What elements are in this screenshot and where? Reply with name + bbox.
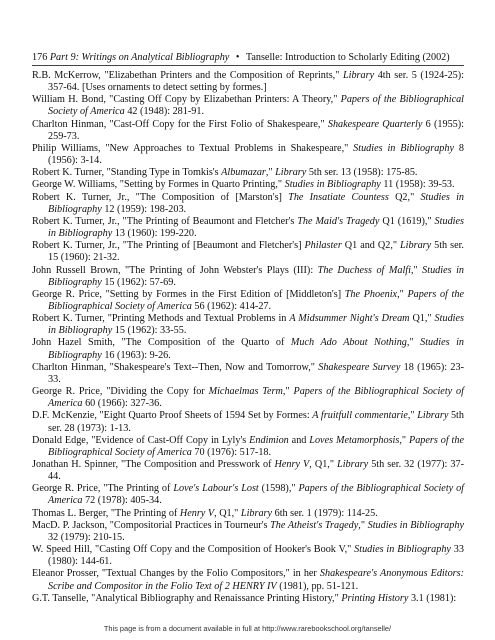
reference-text: 13 (1960): 199-220.: [112, 228, 197, 240]
reference-entry: [32, 167, 464, 179]
reference-title-italic: Philaster: [304, 240, 342, 252]
reference-text: 5th ser. 28 (1973): 1-13.: [48, 410, 464, 434]
reference-entry: [32, 459, 464, 483]
reference-title-italic: Papers of the Bibliographical Society of America: [48, 288, 464, 312]
reference-title-italic: Studies in Bibliography: [48, 191, 464, 215]
reference-title-italic: A fruitfull commentarie: [312, 410, 408, 422]
reference-text: ,": [358, 519, 368, 531]
reference-text: John Russell Brown, "The Printing of John Webster's Plays (III):: [32, 264, 318, 276]
reference-entry: [32, 265, 464, 289]
reference-title-italic: Studies in Bibliography: [367, 519, 464, 531]
reference-title-italic: Library: [240, 507, 273, 519]
reference-entry: [32, 94, 464, 118]
reference-title-italic: Papers of the Bibliographical Society of America: [48, 483, 465, 507]
reference-text: Robert K. Turner, "Standing Type in Tomkis's: [32, 167, 222, 179]
reference-entry: [32, 386, 464, 410]
reference-title-italic: Henry V: [274, 459, 310, 470]
reference-text: 70 (1976): 517-18.: [191, 446, 272, 458]
reference-text: 32 (1979): 210-15.: [48, 531, 125, 543]
reference-entry: [32, 216, 464, 240]
reference-title-italic: Library: [417, 410, 449, 422]
reference-entry: [32, 593, 464, 605]
reference-text: Q2,": [388, 191, 421, 203]
bullet-separator: •: [235, 52, 240, 63]
reference-title-italic: Studies in Bibliography: [354, 544, 451, 556]
reference-text: 5th ser. 32 (1977): 37-44.: [48, 459, 464, 483]
reference-title-italic: Much Ado About Nothing: [290, 337, 407, 349]
reference-title-italic: Studies in Bibliography: [48, 337, 464, 361]
reference-text: George R. Price, "Setting by Formes in the First Edition of [Middleton's]: [32, 288, 345, 300]
reference-entry: [32, 520, 464, 544]
reference-text: ,": [282, 386, 294, 398]
reference-text: Eleanor Prosser, "Textual Changes by the Folio Compositors," in her: [32, 568, 320, 580]
reference-text: , Q1,": [214, 507, 241, 519]
reference-text: 42 (1948): 281-91.: [124, 106, 204, 118]
reference-entry: [32, 568, 464, 592]
reference-text: John Hazel Smith, "The Composition of the Quarto of: [32, 337, 291, 349]
reference-text: 15 (1962): 33-55.: [112, 325, 187, 337]
reference-text: Robert K. Turner, Jr., "The Printing of Beaumont and Fletcher's: [32, 215, 298, 227]
reference-entry: [32, 544, 464, 568]
reference-title-italic: A Midsummer Night's Dream: [289, 313, 410, 325]
reference-text: 18 (1965): 23-33.: [48, 361, 464, 385]
reference-entry: [32, 410, 464, 434]
reference-text: 6 (1955): 259-73.: [48, 118, 464, 142]
reference-title-italic: Papers of the Bibliographical Society of America: [48, 434, 464, 458]
reference-list: [32, 70, 464, 605]
reference-title-italic: Library: [337, 459, 369, 470]
reference-title-italic: The Atheist's Tragedy: [270, 519, 359, 531]
reference-text: R.B. McKerrow, "Elizabethan Printers and the Composition of Reprints,": [32, 70, 343, 81]
running-head: [32, 51, 464, 66]
reference-text: Robert K. Turner, Jr., "The Composition of [Marston's]: [32, 191, 289, 203]
book-title: Tanselle: Introduction to Scholarly Editing (2002): [245, 52, 450, 63]
reference-text: Q1 and Q2,": [341, 240, 401, 252]
reference-title-italic: Endimion: [249, 434, 289, 446]
reference-text: 33 (1980): 144-61.: [48, 544, 464, 568]
reference-text: Q1 (1619),": [379, 215, 435, 227]
reference-text: 12 (1959): 198-203.: [101, 203, 187, 215]
part-title: Part 9: Writings on Analytical Bibliography: [49, 52, 230, 63]
reference-title-italic: Michaelmas Term: [208, 386, 283, 398]
reference-text: George W. Williams, "Setting by Formes in Quarto Printing,": [32, 179, 285, 191]
reference-text: Philip Williams, "New Approaches to Textual Problems in Shakespeare,": [32, 142, 354, 154]
reference-text: D.F. McKenzie, "Eight Quarto Proof Sheets of 1594 Set by Formes:: [32, 410, 313, 422]
reference-text: ,": [397, 288, 408, 300]
reference-text: and: [288, 434, 310, 446]
reference-entry: [32, 143, 464, 167]
reference-text: Robert K. Turner, Jr., "The Printing of [Beaumont and Fletcher's]: [32, 240, 305, 252]
reference-entry: [32, 240, 464, 264]
reference-title-italic: The Maid's Tragedy: [297, 215, 380, 227]
reference-text: (1598),": [258, 483, 299, 495]
reference-text: ,": [406, 337, 421, 349]
reference-text: Donald Edge, "Evidence of Cast-Off Copy in Lyly's: [32, 434, 250, 446]
reference-text: 15 (1962): 57-69.: [101, 276, 176, 288]
reference-text: Charlton Hinman, "Shakespeare's Text--Then, Now and Tomorrow,": [32, 361, 319, 373]
reference-entry: [32, 313, 464, 337]
reference-title-italic: The Insatiate Countess: [288, 191, 389, 203]
reference-text: ,": [399, 434, 409, 446]
reference-entry: [32, 362, 464, 386]
reference-text: Jonathan H. Spinner, "The Composition and Presswork of: [32, 459, 275, 470]
reference-text: 6th ser. 1 (1979): 114-25.: [272, 507, 378, 519]
reference-text: ,": [410, 264, 423, 276]
reference-text: 8 (1956): 3-14.: [48, 142, 464, 167]
reference-text: Charlton Hinman, "Cast-Off Copy for the First Folio of Shakespeare,": [32, 118, 328, 130]
reference-text: ,": [407, 410, 418, 422]
reference-entry: [32, 119, 464, 143]
reference-title-italic: Shakespeare's Anonymous Editors: Scribe and Compositor in the Folio Text of 2 HENRY IV: [48, 568, 464, 592]
reference-text: 4th ser. 5 (1924-25): 357-64. [Uses ornaments to detect setting by formes.]: [48, 70, 464, 94]
reference-text: 16 (1963): 9-26.: [101, 349, 171, 361]
reference-title-italic: Studies in Bibliography: [48, 215, 464, 240]
reference-title-italic: The Phoenix: [344, 288, 398, 300]
reference-title-italic: Papers of the Bibliographical Society of America: [48, 94, 465, 118]
reference-title-italic: The Duchess of Malfi: [317, 264, 411, 276]
reference-title-italic: Studies in Bibliography: [48, 264, 464, 288]
reference-title-italic: Library: [342, 70, 375, 81]
reference-text: W. Speed Hill, "Casting Off Copy and the Composition of Hooker's Book V,": [32, 544, 355, 556]
reference-title-italic: Studies in Bibliography: [353, 142, 455, 154]
reference-entry: [32, 289, 464, 313]
reference-text: , Q1,": [309, 459, 338, 470]
reference-entry: [32, 483, 464, 507]
reference-text: MacD. P. Jackson, "Compositorial Practices in Tourneur's: [32, 519, 271, 531]
reference-text: 72 (1978): 405-34.: [82, 495, 162, 507]
page-number: 176: [32, 52, 48, 63]
reference-title-italic: Library: [275, 167, 307, 179]
reference-text: 5th ser. 15 (1960): 21-32.: [48, 240, 464, 264]
reference-title-italic: Library: [400, 240, 432, 252]
reference-text: 5th ser. 13 (1958): 175-85.: [306, 167, 418, 179]
reference-title-italic: Shakespeare Survey: [318, 361, 401, 373]
reference-title-italic: Printing History: [341, 592, 409, 604]
reference-title-italic: Albumazar: [221, 167, 266, 179]
reference-text: 3.1 (1981):: [408, 592, 457, 604]
reference-text: 56 (1962): 414-27.: [191, 300, 272, 312]
page-footer: This page is from a document available in full at http://www.rarebookschool.org/tanselle/: [103, 624, 392, 633]
reference-text: George R. Price, "The Printing of: [32, 483, 174, 495]
reference-title-italic: Studies in Bibliography: [48, 313, 464, 337]
reference-text: 60 (1966): 327-36.: [82, 398, 162, 410]
reference-text: William H. Bond, "Casting Off Copy by Elizabethan Printers: A Theory,": [32, 94, 341, 106]
reference-entry: [32, 508, 464, 520]
reference-text: Robert K. Turner, "Printing Methods and Textual Problems in: [32, 313, 290, 325]
reference-title-italic: Henry V: [179, 507, 215, 519]
reference-entry: [32, 435, 464, 459]
reference-entry: [32, 337, 464, 361]
reference-entry: [32, 179, 464, 191]
reference-title-italic: Studies in Bibliography: [284, 179, 381, 191]
reference-title-italic: Papers of the Bibliographical Society of America: [48, 386, 464, 410]
reference-text: (1981), pp. 51-121.: [276, 580, 359, 592]
reference-text: 11 (1958): 39-53.: [380, 179, 455, 191]
reference-title-italic: Love's Labour's Lost: [173, 483, 259, 495]
reference-text: ,": [265, 167, 276, 179]
reference-text: Q1,": [409, 313, 435, 325]
reference-text: Thomas L. Berger, "The Printing of: [32, 507, 180, 519]
reference-entry: [32, 70, 464, 94]
reference-title-italic: Shakespeare Quarterly: [327, 118, 423, 130]
reference-entry: [32, 192, 464, 216]
reference-text: George R. Price, "Dividing the Copy for: [32, 386, 209, 398]
reference-title-italic: Loves Metamorphosis: [309, 434, 400, 446]
reference-text: G.T. Tanselle, "Analytical Bibliography and Renaissance Printing History,": [32, 592, 342, 604]
